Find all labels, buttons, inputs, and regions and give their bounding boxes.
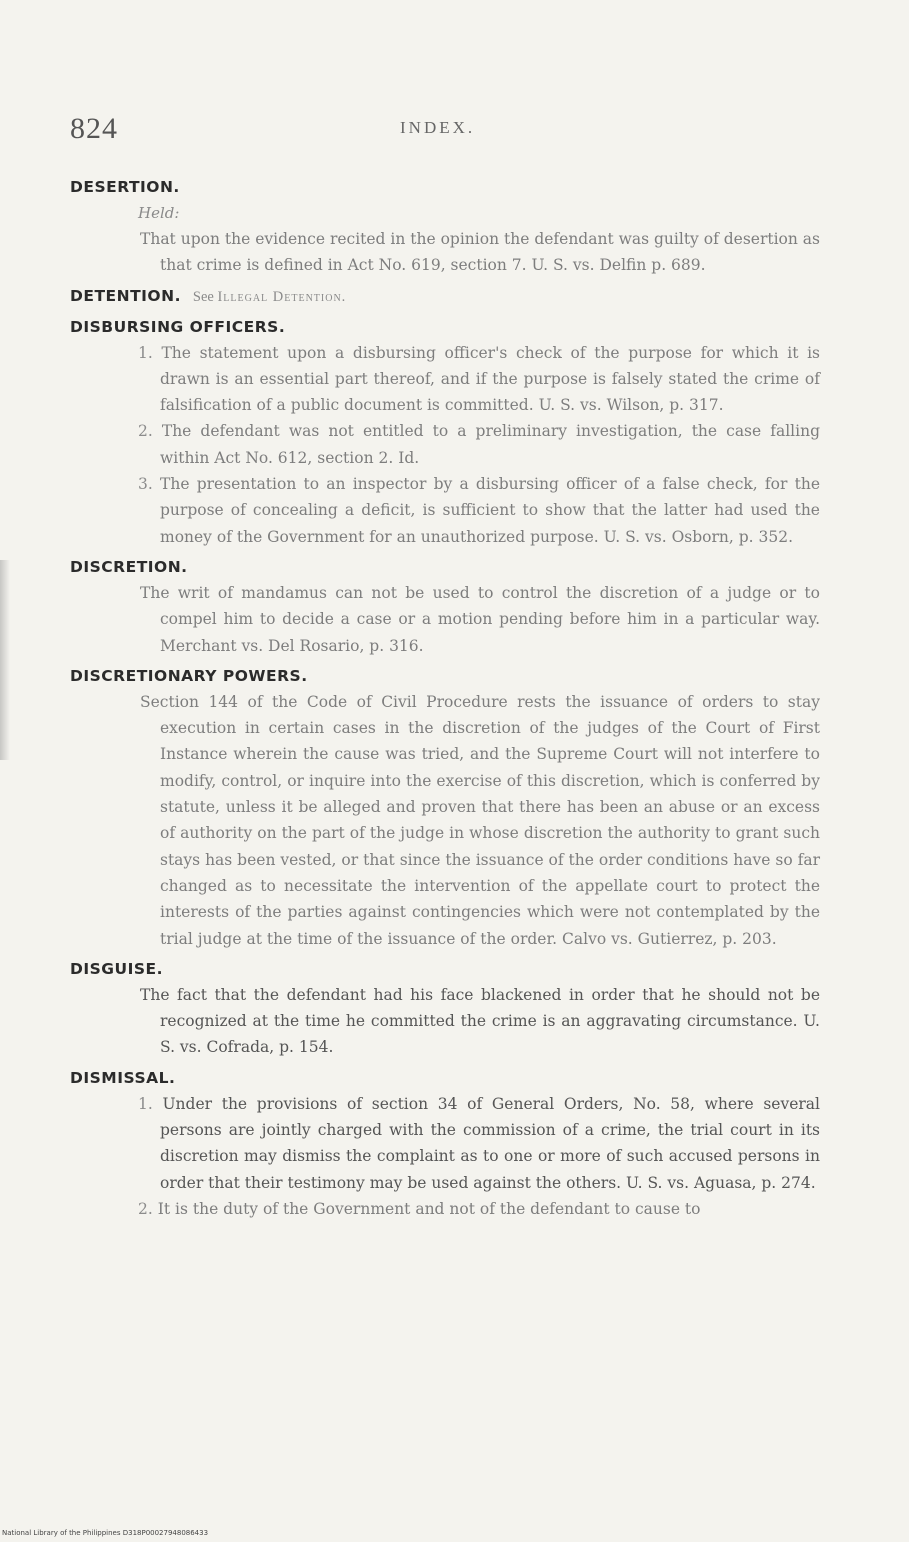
item-text: The statement upon a disbursing officer's check of the purpose for which it is drawn is an essential part thereof, and if the purpose is falsely stated the crime of falsification of a public document is committed. U. S. vs. Wilson, p. 317. xyxy=(160,343,820,415)
item-number: 3. xyxy=(138,475,153,494)
item-number: 2. xyxy=(138,1199,153,1218)
entry-paragraph: Section 144 of the Code of Civil Procedure rests the issuance of orders to stay execution in certain cases in the discretion of the judges of the Court of First Instance wherein the cause was tried, and the Supreme Court will not interfere to modify, control, or inquire into the exercise of this discretion, which is conferred by statute, unless it be alleged and proven that there has been an abuse or an excess of authority on the part of the judge in whose discretion the authority to grant such stays has been vested, or that since the issuance of the order conditions have so far changed as to necessitate the intervention of the appellate court to protect the interests of the parties against contingencies which were not contemplated by the trial judge at the time of the issuance of the order. Calvo vs. Gutierrez, p. 203. xyxy=(140,692,820,948)
index-entry-desertion xyxy=(70,174,820,279)
entry-heading: DISCRETION. xyxy=(70,557,188,576)
held-label: Held: xyxy=(138,204,180,222)
see-word: See xyxy=(192,288,214,305)
item-text: Under the provisions of section 34 of General Orders, No. 58, where several persons are jointly charged with the commission of a crime, the trial court in its discretion may dismiss the complaint as to one or more of such accused persons in order that their testimony may be used against the others. U. S. vs. Aguasa, p. 274. xyxy=(160,1094,820,1192)
entry-heading: DESERTION. xyxy=(70,178,180,196)
entry-paragraph: The fact that the defendant had his face blackened in order that he should not be recognized at the time he committed the crime is an aggravating circumstance. U. S. vs. Cofrada, p. 154. xyxy=(140,985,820,1057)
item-number: 1. xyxy=(138,1094,153,1113)
entry-paragraph: The writ of mandamus can not be used to control the discretion of a judge or to compel him to decide a case or a motion pending before him in a particular way. Merchant vs. Del Rosario, p. 316. xyxy=(140,583,820,655)
entry-heading xyxy=(70,283,820,310)
item-text: The defendant was not entitled to a preliminary investigation, the case falling within Act No. 612, section 2. Id. xyxy=(160,422,820,467)
index-entry-dismissal xyxy=(70,1065,820,1222)
index-entry-discretion xyxy=(70,554,820,659)
page-edge-shadow xyxy=(0,560,10,760)
index-entry-detention xyxy=(70,283,820,310)
entry-heading: DISMISSAL. xyxy=(70,1068,176,1087)
see-reference xyxy=(193,289,346,305)
list-item xyxy=(70,418,820,471)
item-text: The presentation to an inspector by a disbursing officer of a false check, for the purpose of concealing a deficit, is sufficient to show that the latter had used the money of the Government for an unauthorized purpose. U. S. vs. Osborn, p. 352. xyxy=(160,475,820,546)
running-head: INDEX. xyxy=(400,118,476,137)
entry-heading-text: DETENTION. xyxy=(70,286,181,305)
list-item xyxy=(70,471,820,550)
page-number: 824 xyxy=(70,112,118,145)
index-content xyxy=(70,170,820,1222)
item-number: 2. xyxy=(138,422,153,441)
index-entry-discretionary-powers xyxy=(70,663,820,952)
list-item xyxy=(70,340,820,419)
index-entry-disbursing-officers xyxy=(70,314,820,550)
entry-heading: DISCRETIONARY POWERS. xyxy=(70,666,308,685)
scan-footer: National Library of the Philippines D318P00027948086433 xyxy=(2,1529,209,1537)
item-number: 1. xyxy=(138,343,153,362)
entry-paragraph: That upon the evidence recited in the opinion the defendant was guilty of desertion as that crime is defined in Act No. 619, section 7. U. S. vs. Delfin p. 689. xyxy=(140,230,820,275)
entry-heading: DISGUISE. xyxy=(70,959,164,978)
list-item xyxy=(70,1196,820,1222)
see-target: Illegal Detention. xyxy=(217,288,347,305)
item-text: It is the duty of the Government and not of the defendant to cause to xyxy=(157,1199,701,1218)
entry-heading: DISBURSING OFFICERS. xyxy=(70,317,286,336)
list-item xyxy=(70,1091,820,1196)
index-entry-disguise xyxy=(70,956,820,1061)
